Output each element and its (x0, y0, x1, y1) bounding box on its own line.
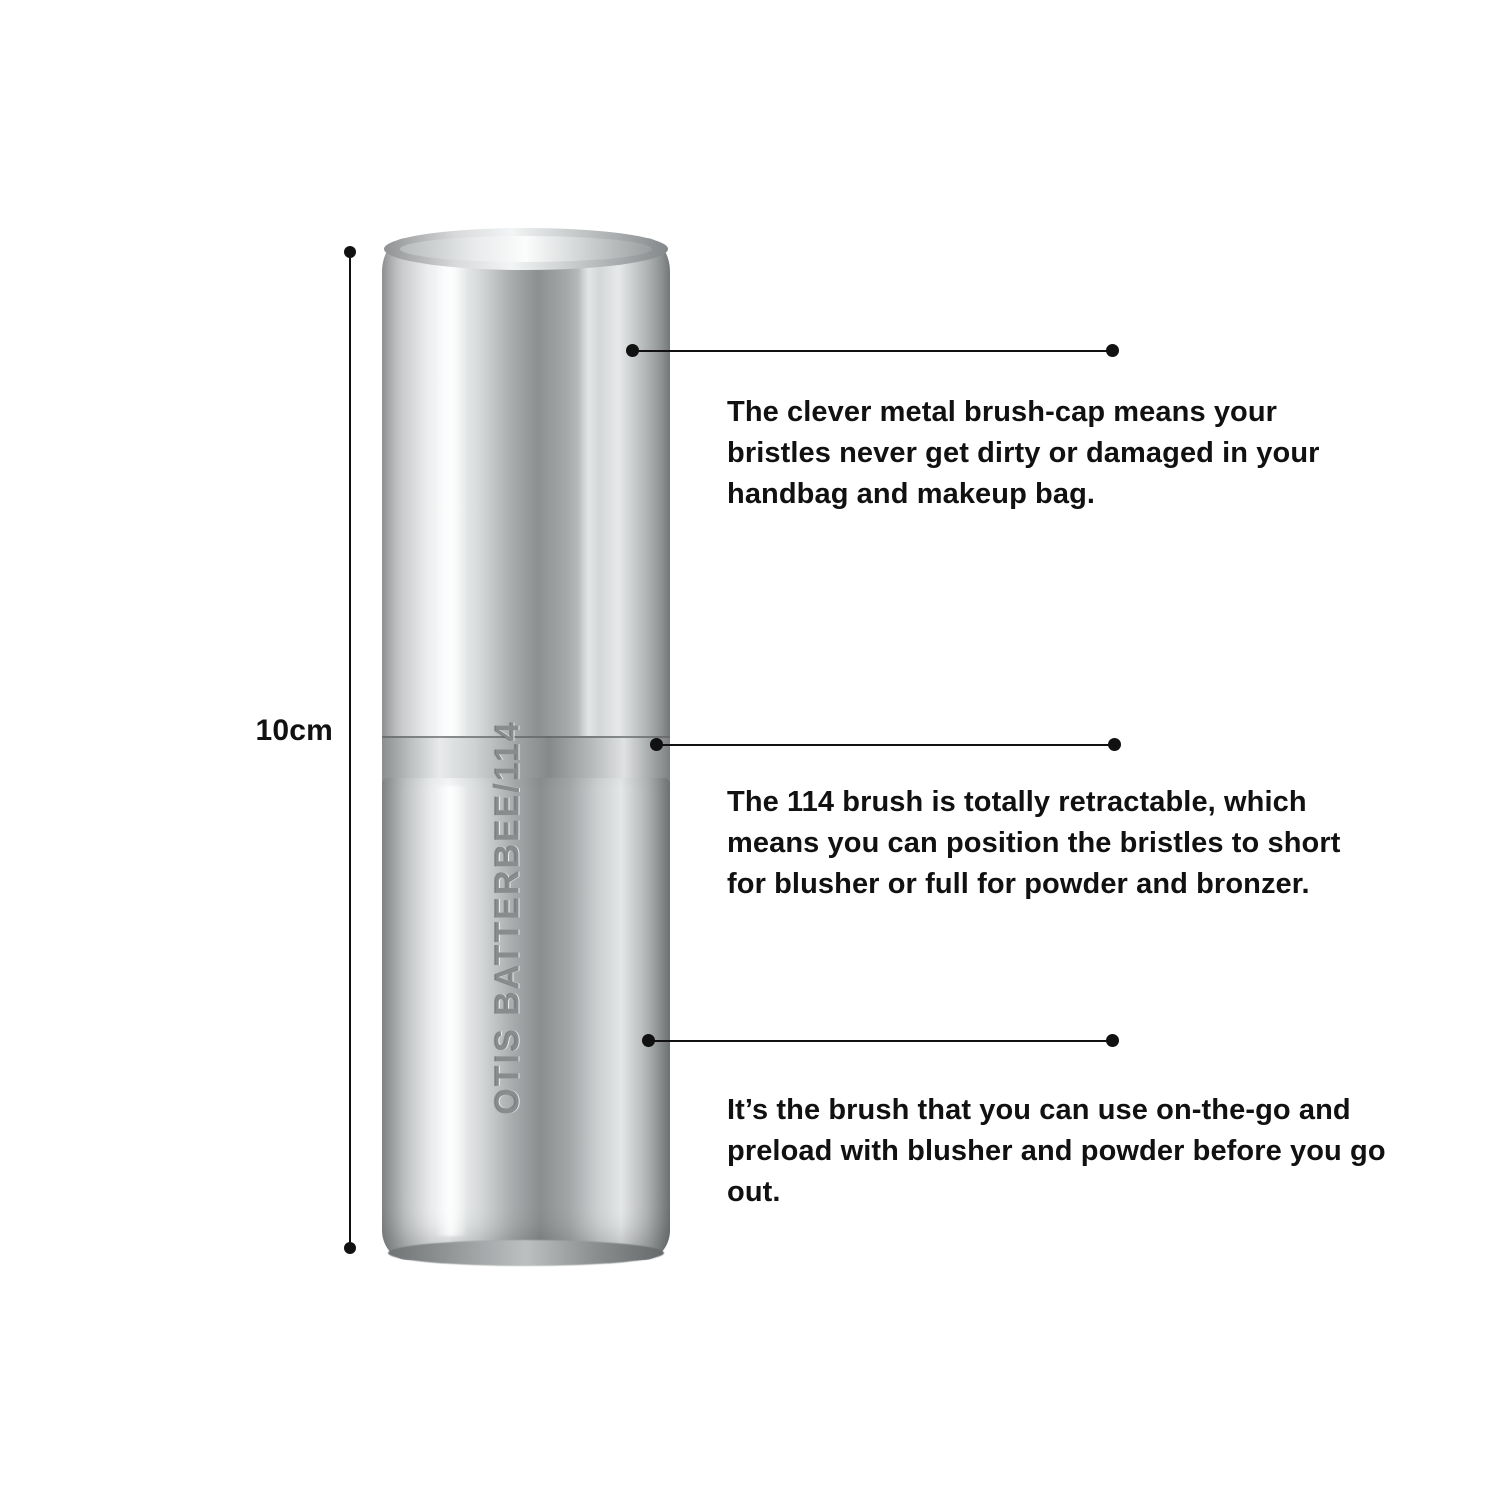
barrel-highlight (434, 786, 468, 1236)
cap-highlight (434, 254, 468, 740)
brush-cap (382, 238, 670, 758)
brush-barrel (382, 778, 670, 1260)
callout-retractable-end-dot (1108, 738, 1121, 751)
callout-cap-text: The clever metal brush-cap means your bristles never get dirty or damaged in your handbag and makeup bag. (727, 396, 1320, 511)
callout-on-the-go-leader-line (648, 1040, 1118, 1042)
dimension-label: 10cm (255, 714, 333, 747)
callout-on-the-go-end-dot (1106, 1034, 1119, 1047)
callout-cap-leader-line (632, 350, 1118, 352)
callout-retractable-leader-line (656, 744, 1120, 746)
cap-top-inner-rim (400, 236, 652, 262)
dimension-line (349, 252, 351, 1248)
barrel-base-rim (388, 1240, 664, 1266)
callout-retractable-text: The 114 brush is totally retractable, which means you can position the bristles to short for blusher or full for powder and bronzer. (727, 786, 1341, 901)
barrel-engraving-text: OTIS BATTERBEE/114 (488, 720, 527, 1115)
callout-cap-end-dot (1106, 344, 1119, 357)
product-image (382, 238, 670, 1260)
cap-secondary-highlight (578, 254, 600, 740)
callout-on-the-go-text: It’s the brush that you can use on-the-go and preload with blusher and powder before you go out. (727, 1094, 1386, 1209)
dimension-endpoint-bottom-dot (344, 1242, 356, 1254)
